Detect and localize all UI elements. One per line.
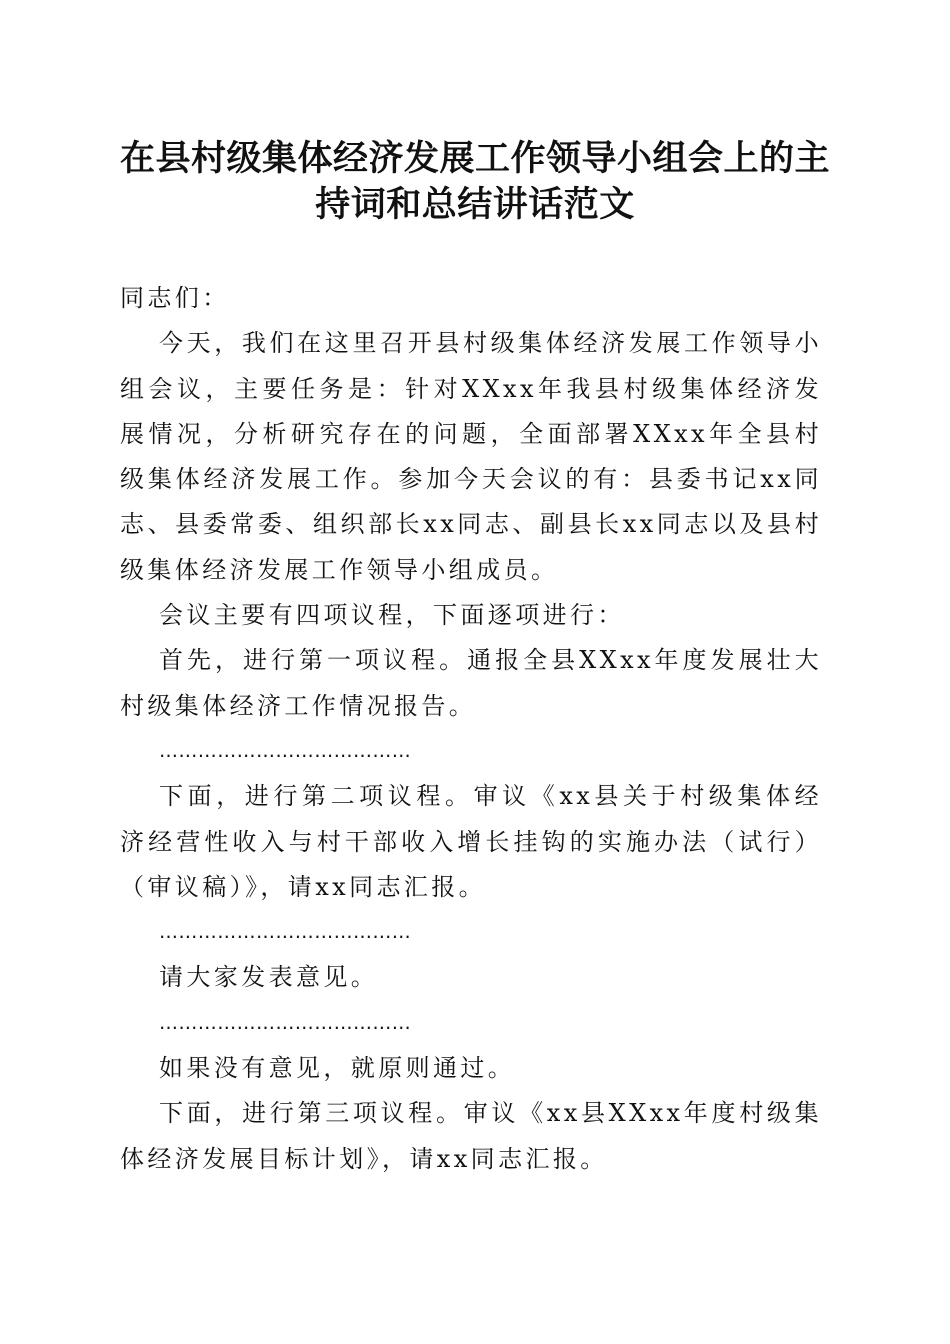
- document-body: [120, 276, 822, 1182]
- greeting: 同志们：: [120, 284, 230, 312]
- ellipsis-divider: …………………………………: [159, 739, 412, 762]
- paragraph-opinions: 请大家发表意见。: [159, 963, 379, 992]
- paragraph-agenda: 会议主要有四项议程，下面逐项进行：: [159, 601, 625, 630]
- ellipsis-divider: …………………………………: [159, 921, 412, 944]
- paragraph-item-1: 首先，进行第一项议程。通报全县XXxx年度发展壮大村级集体经济工作情况报告。: [120, 646, 822, 720]
- paragraph-intro: 今天，我们在这里召开县村级集体经济发展工作领导小组会议，主要任务是：针对XXxx年我县村级集体经济发展情况，分析研究存在的问题，全面部署XXxx年全县村级集体经济发展工作。参加今天会议的有：县委书记xx同志、县委常委、组织部长xx同志、副县长xx同志以及县村级集体经济发展工作领导小组成员。: [120, 329, 822, 584]
- paragraph-approval: 如果没有意见，就原则通过。: [159, 1054, 516, 1083]
- document-title: 在县村级集体经济发展工作领导小组会上的主持词和总结讲话范文: [119, 138, 830, 225]
- ellipsis-divider: …………………………………: [159, 1011, 412, 1034]
- paragraph-item-3: 下面，进行第三项议程。审议《xx县XXxx年度村级集体经济发展目标计划》，请xx同志汇报。: [120, 1099, 822, 1173]
- paragraph-item-2: 下面，进行第二项议程。审议《xx县关于村级集体经济经营性收入与村干部收入增长挂钩的实施办法（试行）（审议稿）》，请xx同志汇报。: [120, 782, 822, 901]
